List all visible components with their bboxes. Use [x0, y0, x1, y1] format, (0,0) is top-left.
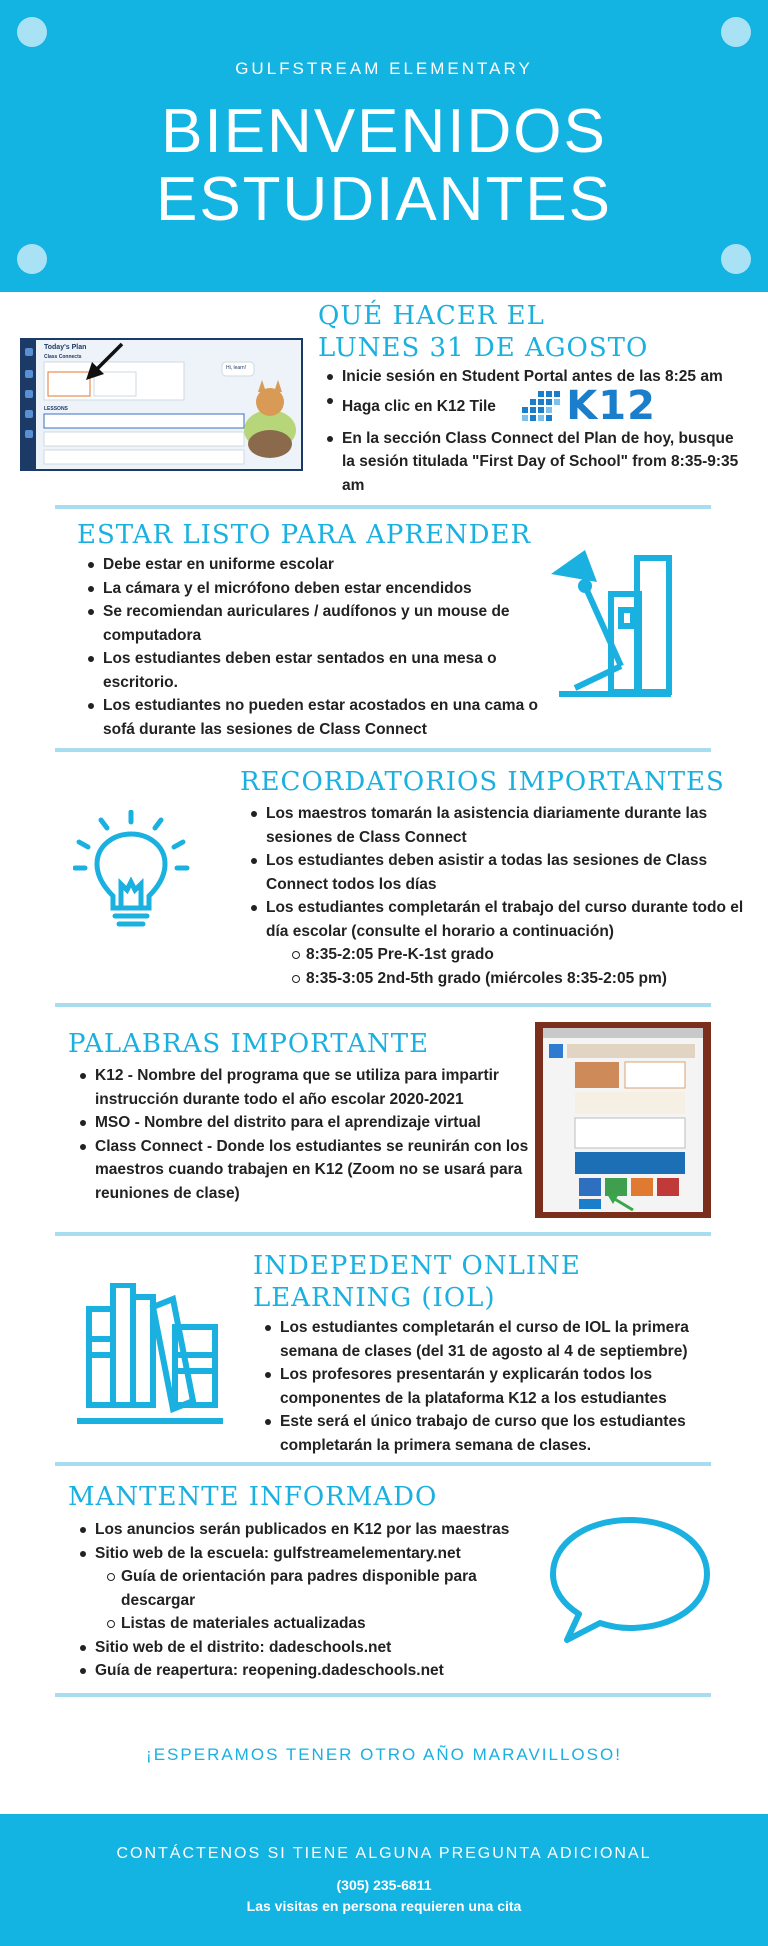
list-item: Class Connect - Donde los estudiantes se reunirán con los maestros cuando trabajen en K12 (Zoom no se usará para reuniones de clase) — [77, 1135, 532, 1206]
desk-lamp-books-icon — [545, 548, 685, 703]
list-item: Inicie sesión en Student Portal antes de las 8:25 am — [324, 365, 749, 389]
list-item: Se recomiendan auriculares / audífonos y un mouse de computadora — [85, 600, 545, 647]
list-item: Sitio web de el distrito: dadeschools.net — [77, 1636, 547, 1660]
sub-list-item: 8:35-3:05 2nd-5th grado (miércoles 8:35-2:05 pm) — [290, 967, 748, 991]
closing-message: ¡ESPERAMOS TENER OTRO AÑO MARAVILLOSO! — [146, 1745, 622, 1764]
section-monday-title-line-1: QUÉ HACER EL — [318, 301, 545, 331]
section-words-list — [77, 1064, 532, 1205]
list-item — [77, 1542, 547, 1636]
footer-visits-note: Las visitas en persona requieren una cita — [246, 1898, 522, 1914]
section-monday-title-line-2: LUNES 31 DE AGOSTO — [318, 333, 649, 363]
speech-bubble-icon — [545, 1510, 715, 1650]
list-item: Los estudiantes deben estar sentados en una mesa o escritorio. — [85, 647, 545, 694]
dashboard-plan-title: Today's Plan — [44, 344, 87, 351]
list-item — [324, 382, 749, 429]
dashboard-bubble: Hi, learn! — [226, 365, 247, 371]
section-divider — [55, 1232, 711, 1236]
school-portal-screenshot — [535, 1022, 711, 1218]
list-item-text: Los estudiantes completarán el trabajo del curso durante todo el día escolar (consulte el horario a continuación) — [266, 899, 744, 940]
school-site-sublist — [95, 1565, 547, 1636]
portal-illustration — [535, 1022, 711, 1218]
section-divider — [55, 748, 711, 752]
school-name: GULFSTREAM ELEMENTARY — [235, 59, 533, 78]
page-title — [0, 98, 768, 234]
k12-dashboard-screenshot — [20, 338, 303, 471]
list-item-text: Sitio web de la escuela: gulfstreamelementary.net — [95, 1544, 461, 1562]
list-item: MSO - Nombre del distrito para el aprendizaje virtual — [77, 1111, 532, 1135]
books-icon — [75, 1283, 225, 1433]
decorative-dot — [721, 244, 751, 274]
list-item: La cámara y el micrófono deben estar encendidos — [85, 577, 545, 601]
section-ready-title: ESTAR LISTO PARA APRENDER — [77, 520, 532, 550]
lightbulb-icon — [73, 810, 193, 940]
list-item-text: Haga clic en K12 Tile — [342, 397, 496, 415]
section-monday-title — [318, 300, 648, 364]
list-item: Los anuncios serán publicados en K12 por las maestras — [77, 1518, 547, 1542]
list-item-prefix: En la sección — [342, 429, 446, 447]
sub-list-item: Listas de materiales actualizadas — [105, 1612, 547, 1636]
section-reminders-title: RECORDATORIOS IMPORTANTES — [240, 767, 725, 797]
list-item-text: busque la sesión titulada "First Day of School" from 8:35-9:35 am — [342, 429, 739, 494]
section-divider — [55, 1003, 711, 1007]
section-divider — [55, 1693, 711, 1697]
k12-logo — [520, 382, 656, 429]
list-item-bold: Class Connect — [445, 429, 554, 447]
section-divider — [55, 1462, 711, 1466]
dashboard-section-label: Class Connects — [44, 354, 82, 360]
section-ready-list — [85, 553, 545, 741]
decorative-dot — [17, 244, 47, 274]
list-item: Los estudiantes completarán el curso de IOL la primera semana de clases (del 31 de agosto al 4 de septiembre) — [262, 1316, 722, 1363]
section-words-title: PALABRAS IMPORTANTE — [68, 1029, 430, 1059]
title-line-2: ESTUDIANTES — [155, 165, 613, 234]
list-item: Este será el único trabajo de curso que los estudiantes completarán la primera semana de clases. — [262, 1410, 722, 1457]
section-informed-list — [77, 1518, 547, 1683]
section-reminders-list — [248, 802, 748, 990]
decorative-dot — [721, 17, 751, 47]
list-item: Los maestros tomarán la asistencia diariamente durante las sesiones de Class Connect — [248, 802, 748, 849]
list-item: K12 - Nombre del programa que se utiliza para impartir instrucción durante todo el año escolar 2020-2021 — [77, 1064, 532, 1111]
section-iol-title-line-1: INDEPEDENT ONLINE — [253, 1251, 581, 1281]
section-iol-title-line-2: LEARNING (IOL) — [253, 1283, 496, 1313]
section-informed-title: MANTENTE INFORMADO — [68, 1482, 438, 1512]
section-monday-list — [324, 365, 749, 497]
schedule-sublist — [266, 943, 748, 990]
sub-list-item: Guía de orientación para padres disponible para descargar — [105, 1565, 547, 1612]
sub-list-item: 8:35-2:05 Pre-K-1st grado — [290, 943, 748, 967]
list-item — [324, 427, 749, 498]
footer-contact-text: CONTÁCTENOS SI TIENE ALGUNA PREGUNTA ADICIONAL — [116, 1845, 652, 1862]
list-item: Los profesores presentarán y explicarán todos los componentes de la plataforma K12 a los estudiantes — [262, 1363, 722, 1410]
title-line-1: BIENVENIDOS — [161, 97, 607, 166]
section-iol-title — [253, 1250, 581, 1314]
k12-logo-text: K12 — [566, 382, 656, 429]
list-item: Debe estar en uniforme escolar — [85, 553, 545, 577]
section-divider — [55, 505, 711, 509]
list-item — [248, 896, 748, 990]
list-item-after: del Plan de hoy, — [553, 429, 675, 447]
list-item: Guía de reapertura: reopening.dadeschools.net — [77, 1659, 547, 1683]
footer-phone: (305) 235-6811 — [336, 1877, 432, 1893]
decorative-dot — [17, 17, 47, 47]
dashboard-lessons-label: LESSONS — [44, 406, 68, 412]
list-item: Los estudiantes deben asistir a todas las sesiones de Class Connect todos los días — [248, 849, 748, 896]
section-iol-list — [262, 1316, 722, 1457]
list-item: Los estudiantes no pueden estar acostados en una cama o sofá durante las sesiones de Class Connect — [85, 694, 545, 741]
k12-logo-mark — [520, 389, 566, 425]
